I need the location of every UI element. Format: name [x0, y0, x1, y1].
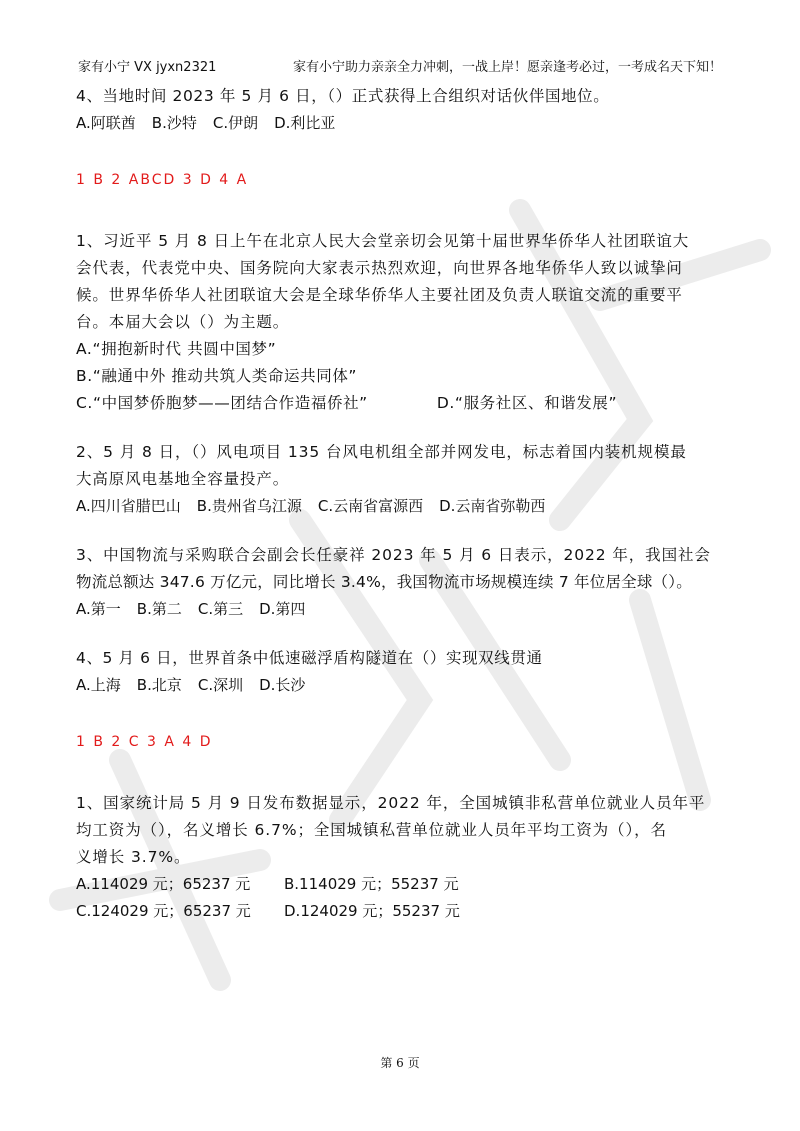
header-left: 家有小宁 VX jyxn2321: [78, 60, 217, 75]
answer-key: 1 B 2 C 3 A 4 D: [76, 734, 213, 750]
page-number: 第 6 页: [380, 1056, 420, 1070]
stem-line: 物流总额达 347.6 万亿元，同比增长 3.4%，我国物流市场规模连续 7 年位居全球（）。: [76, 573, 692, 591]
question-options: [76, 110, 726, 137]
stem-line: 会代表，代表党中央、国务院向大家表示热烈欢迎，向世界各地华侨华人致以诚挚问: [76, 259, 683, 277]
stem-line: 均工资为（），名义增长 6.7%；全国城镇私营单位就业人员年平均工资为（），名: [76, 821, 667, 839]
question-stem: [76, 542, 726, 596]
stem-line: 义增长 3.7%。: [76, 848, 191, 866]
option: C.第三: [197, 600, 244, 618]
option: D.“服务社区、和谐发展”: [436, 394, 618, 412]
option: C.云南省富源西: [317, 497, 424, 515]
question-options: [76, 871, 726, 925]
question-stem: [76, 439, 726, 493]
question-stem: [76, 228, 726, 336]
question-options: [76, 493, 726, 520]
option: A.四川省腊巴山: [76, 497, 181, 515]
option: C.124029 元；65237 元: [76, 902, 251, 920]
option: A.上海: [76, 676, 121, 694]
stem-line: 台。本届大会以（）为主题。: [76, 313, 290, 331]
stem-line: 3、中国物流与采购联合会副会长任豪祥 2023 年 5 月 6 日表示，2022 年，我国社会: [76, 546, 711, 564]
option: A.第一: [76, 600, 121, 618]
question-stem: 4、当地时间 2023 年 5 月 6 日，（）正式获得上合组织对话伙伴国地位。: [76, 87, 610, 105]
option: B.第二: [136, 600, 182, 618]
stem-line: 1、习近平 5 月 8 日上午在北京人民大会堂亲切会见第十届世界华侨华人社团联谊大: [76, 232, 690, 250]
question-stem: 4、5 月 6 日，世界首条中低速磁浮盾构隧道在（）实现双线贯通: [76, 649, 543, 667]
option: A.阿联酋: [76, 114, 136, 132]
option: D.第四: [259, 600, 306, 618]
option: B.北京: [136, 676, 182, 694]
header-right: 家有小宁助力亲亲全力冲刺，一战上岸！愿亲逢考必过，一考成名天下知！: [292, 60, 722, 75]
option: C.“中国梦侨胞梦——团结合作造福侨社”: [76, 394, 368, 412]
page-header: [78, 56, 722, 75]
option: D.利比亚: [274, 114, 336, 132]
stem-line: 候。世界华侨华人社团联谊大会是全球华侨华人主要社团及负责人联谊交流的重要平: [76, 286, 683, 304]
option-row: [76, 390, 726, 417]
option: D.长沙: [259, 676, 306, 694]
question-stem: [76, 790, 726, 871]
stem-line: 2、5 月 8 日，（）风电项目 135 台风电机组全部并网发电，标志着国内装机规模最: [76, 443, 687, 461]
option: B.贵州省乌江源: [196, 497, 302, 515]
question-options: [76, 596, 726, 623]
stem-line: 1、国家统计局 5 月 9 日发布数据显示，2022 年，全国城镇非私营单位就业人员年平: [76, 794, 706, 812]
question-options: [76, 672, 726, 699]
answer-key: 1 B 2 ABCD 3 D 4 A: [76, 172, 249, 188]
option: C.深圳: [197, 676, 244, 694]
option: D.云南省弥勒西: [439, 497, 546, 515]
stem-line: 大高原风电基地全容量投产。: [76, 470, 290, 488]
option: B.沙特: [151, 114, 197, 132]
option: A.“拥抱新时代 共圆中国梦”: [76, 340, 277, 358]
option: A.114029 元；65237 元: [76, 875, 251, 893]
option: C.伊朗: [212, 114, 259, 132]
option: B.“融通中外 推动共筑人类命运共同体”: [76, 367, 358, 385]
page-content: [76, 83, 726, 925]
option: D.124029 元；55237 元: [284, 902, 460, 920]
option: B.114029 元；55237 元: [284, 875, 459, 893]
